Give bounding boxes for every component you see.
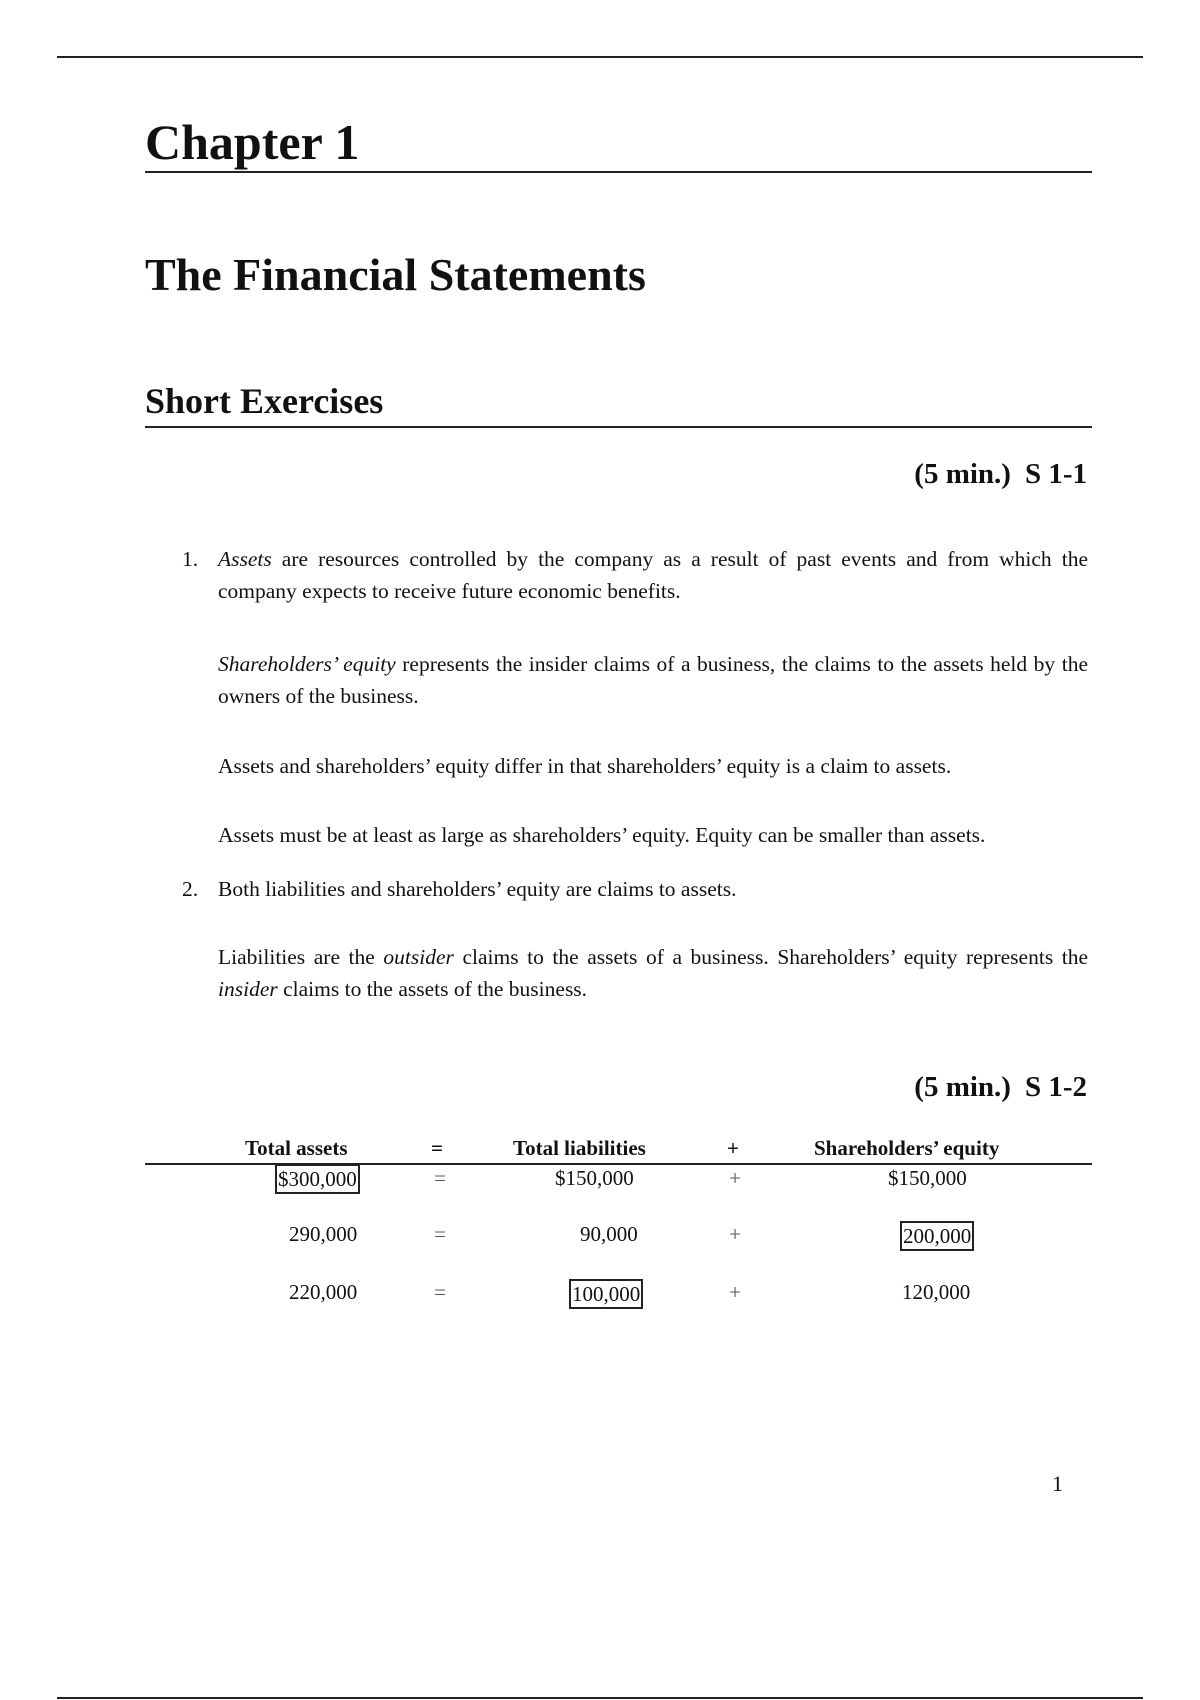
liabilities-text	[218, 941, 1088, 1005]
claims-text: Both liabilities and shareholders’ equity are claims to assets.	[218, 877, 737, 901]
exercise-heading-s1-2	[914, 1071, 1087, 1104]
equity-text: represents the insider claims of a business, the claims to the assets held by the owners of the business.	[218, 652, 1088, 708]
row2-shareholders-equity: 200,000	[900, 1221, 974, 1251]
row1-plus: +	[729, 1166, 741, 1190]
row2-plus: +	[729, 1222, 741, 1246]
difference-text: Assets and shareholders’ equity differ in that shareholders’ equity is a claim to assets.	[218, 754, 952, 778]
page-number: 1	[1052, 1471, 1063, 1496]
header-shareholders-equity: Shareholders’ equity	[814, 1136, 1000, 1160]
row3-equals: =	[434, 1280, 446, 1304]
liabilities-text-a: Liabilities are the	[218, 945, 384, 969]
row3-plus: +	[729, 1280, 741, 1304]
item-number-2: 2.	[182, 877, 199, 901]
section-title: Short Exercises	[145, 381, 384, 421]
equity-term: Shareholders’ equity	[218, 652, 396, 676]
assets-definition	[218, 543, 1088, 607]
page-bottom-rule	[57, 1697, 1143, 1699]
row3-shareholders-equity: 120,000	[902, 1280, 971, 1304]
exercise-ref: S 1-2	[1024, 1071, 1087, 1103]
assets-term: Assets	[218, 547, 272, 571]
header-equals: =	[431, 1136, 443, 1160]
header-total-liabilities: Total liabilities	[513, 1136, 646, 1160]
assets-text: are resources controlled by the company as a result of past events and from which the company expects to receive future economic benefits.	[218, 547, 1088, 603]
row1-shareholders-equity: $150,000	[888, 1166, 967, 1190]
row2-total-assets: 290,000	[289, 1222, 358, 1246]
liabilities-text-b: claims to the assets of a business. Shareholders’ equity represents the	[453, 945, 1089, 969]
liabilities-text-c: claims to the assets of the business.	[277, 977, 588, 1001]
row2-total-liabilities: 90,000	[580, 1222, 638, 1246]
exercise-heading-s1-1	[914, 458, 1087, 491]
section-rule	[145, 426, 1092, 428]
row3-total-liabilities: 100,000	[569, 1279, 643, 1309]
outsider-term: outsider	[383, 945, 454, 969]
row2-equals: =	[434, 1222, 446, 1246]
document-title: The Financial Statements	[145, 249, 646, 300]
row1-total-assets: $300,000	[275, 1164, 360, 1194]
chapter-rule	[145, 171, 1092, 173]
exercise-time: (5 min.)	[914, 1071, 1011, 1103]
insider-term: insider	[218, 977, 278, 1001]
exercise-ref: S 1-1	[1024, 458, 1087, 490]
chapter-title: Chapter 1	[145, 114, 360, 170]
item-number-1: 1.	[182, 547, 199, 571]
equity-definition	[218, 648, 1088, 712]
exercise-time: (5 min.)	[914, 458, 1011, 490]
header-total-assets: Total assets	[245, 1136, 348, 1160]
row1-equals: =	[434, 1166, 446, 1190]
page-top-rule	[57, 56, 1143, 58]
size-text: Assets must be at least as large as shareholders’ equity. Equity can be smaller than assets.	[218, 823, 986, 847]
row1-total-liabilities: $150,000	[555, 1166, 634, 1190]
row3-total-assets: 220,000	[289, 1280, 358, 1304]
header-plus: +	[727, 1136, 739, 1160]
